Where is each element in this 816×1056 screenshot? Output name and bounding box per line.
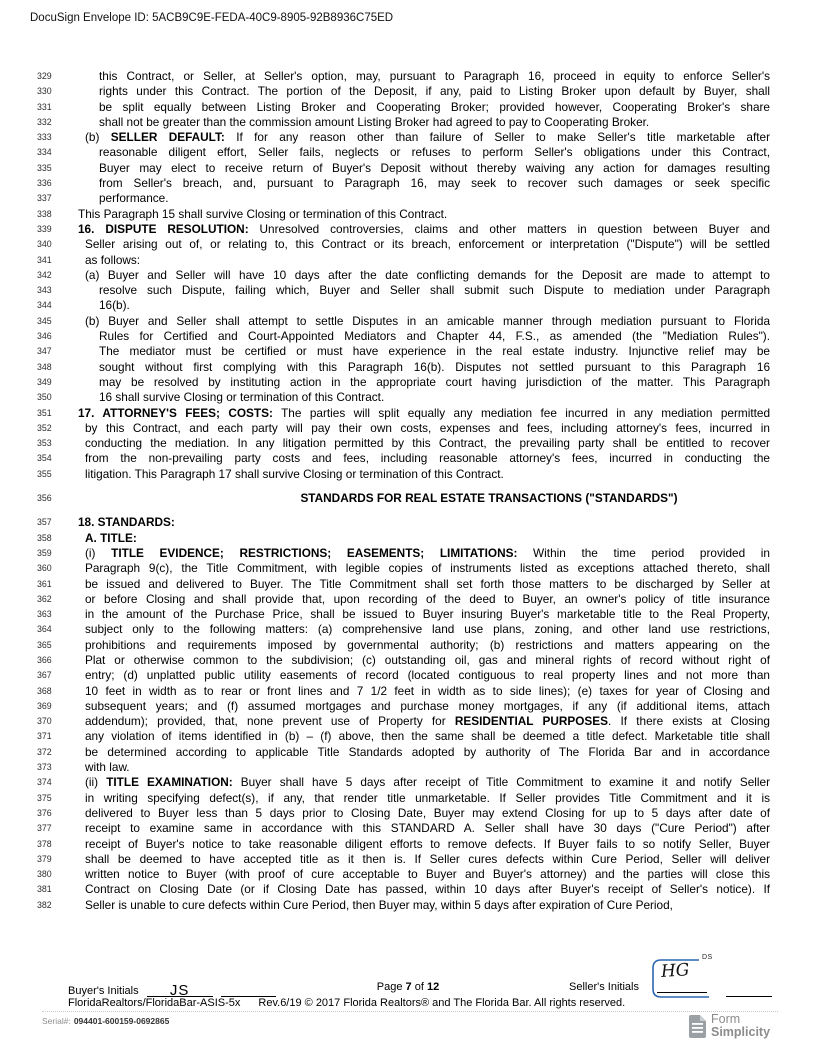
line-number: 375: [37, 792, 52, 803]
document-line: [35, 191, 770, 206]
document-line: [35, 406, 770, 421]
document-line: [35, 390, 770, 405]
line-number: 366: [37, 654, 52, 665]
document-line: [35, 821, 770, 836]
document-line: [35, 515, 770, 530]
line-number: 347: [37, 346, 52, 357]
line-text: Buyer may elect to receive return of Buyer's Deposit without thereby waiving any action for damages resulting: [99, 160, 770, 175]
document-line: [35, 207, 770, 222]
line-text: (b) Buyer and Seller shall attempt to settle Disputes in an amicable manner through mediation pursuant to Florida: [85, 313, 770, 328]
logo-text-form: Form: [711, 1012, 741, 1026]
document-line: [35, 467, 770, 482]
document-line: [35, 130, 770, 145]
document-line: [35, 638, 770, 653]
line-number: 367: [37, 670, 52, 681]
line-number: 374: [37, 777, 52, 788]
document-line: [35, 314, 770, 329]
line-text: Seller arising out of, or relating to, this Contract or its breach, enforcement or interpretation ("Dispute") will be settled: [85, 237, 770, 252]
line-number: 361: [37, 578, 52, 589]
line-number: 349: [37, 376, 52, 387]
form-code: FloridaRealtors/FloridaBar-ASIS-5x: [68, 997, 241, 1009]
line-number: 377: [37, 823, 52, 834]
line-number: 345: [37, 315, 52, 326]
line-number: 364: [37, 624, 52, 635]
line-text: addendum); provided, that, none prevent use of Property for RESIDENTIAL PURPOSES. If there exists at Closing: [85, 714, 770, 729]
line-text: from the non-prevailing party costs and fees, including reasonable attorney's fees, incurred in conducting the: [85, 451, 770, 466]
line-number: 350: [37, 392, 52, 403]
line-number: 333: [37, 132, 52, 143]
line-number: 341: [37, 254, 52, 265]
line-number: 340: [37, 239, 52, 250]
document-line: [35, 451, 770, 466]
line-text: Rules for Certified and Court-Appointed Mediators and Chapter 44, F.S., as amended (the "Mediation Rules").: [99, 329, 770, 344]
line-number: 378: [37, 838, 52, 849]
line-text: (ii) TITLE EXAMINATION: Buyer shall have 5 days after receipt of Title Commitment to examine it and notify Seller: [85, 775, 770, 790]
document-line: [35, 176, 770, 191]
line-number: 338: [37, 208, 52, 219]
document-line: [35, 622, 770, 637]
line-number: 337: [37, 193, 52, 204]
line-number: 343: [37, 285, 52, 296]
line-text: rights under this Contract. The portion of the Deposit, if any, paid to Listing Broker upon default by Buyer, shall: [99, 84, 770, 99]
line-number: 354: [37, 453, 52, 464]
serial-line: [42, 1016, 169, 1026]
line-text: STANDARDS FOR REAL ESTATE TRANSACTIONS ("STANDARDS"): [300, 491, 678, 506]
line-number: 356: [37, 493, 52, 504]
line-number: 339: [37, 223, 52, 234]
form-simplicity-logo: [688, 1013, 770, 1039]
sellers-initials-field-2[interactable]: [726, 981, 772, 997]
line-number: 372: [37, 746, 52, 757]
line-text: with law.: [85, 760, 130, 775]
sellers-initials-value: HG: [660, 960, 691, 982]
document-line: [35, 375, 770, 390]
document-line: [35, 684, 770, 699]
line-text: by this Contract, and each party will pay their own costs, expenses and fees, including attorney's fees, incurred in: [85, 420, 770, 435]
form-simplicity-logo-icon: [688, 1014, 707, 1039]
document-line: [35, 222, 770, 237]
document-line: [35, 882, 770, 897]
document-line: [35, 745, 770, 760]
line-number: 380: [37, 869, 52, 880]
line-text: entry; (d) unplatted public utility easements of record (located contiguous to real property lines and not more than: [85, 668, 770, 683]
line-number: 365: [37, 639, 52, 650]
line-number: 357: [37, 517, 52, 528]
copyright-text: Rev.6/19 © 2017 Florida Realtors® and The Florida Bar. All rights reserved.: [258, 997, 626, 1009]
document-line: [35, 760, 770, 775]
line-text: from Seller's breach, and, pursuant to Paragraph 16, may seek to recover such damages or seek specific: [99, 176, 770, 191]
buyers-initials-label: Buyer's Initials: [68, 985, 139, 997]
line-text: 17. ATTORNEY'S FEES; COSTS: The parties will split equally any mediation fee incurred in any mediation permitted: [78, 405, 770, 420]
buyers-initials-value: JS: [169, 982, 190, 999]
document-line: [35, 791, 770, 806]
line-text: Seller is unable to cure defects within Cure Period, then Buyer may, within 5 days after expiration of Cure Period,: [85, 897, 673, 912]
document-line: [35, 145, 770, 160]
line-text: A. TITLE:: [85, 530, 137, 545]
document-line: [35, 84, 770, 99]
document-line: [35, 852, 770, 867]
line-text: shall be deemed to have accepted title as it then is. If Seller cures defects within Cure Period, Seller will deliver: [85, 851, 770, 866]
document-line: [35, 436, 770, 451]
line-text: Contract on Closing Date (or if Closing Date has passed, within 10 days after Buyer's receipt of Seller's notice). If: [85, 882, 770, 897]
line-text: sought without first complying with this Paragraph 16(b). Disputes not settled pursuant to this Paragraph 16: [99, 359, 770, 374]
line-text: delivered to Buyer less than 5 days prior to Closing Date, Buyer may extend Closing for up to 5 days after date of: [85, 805, 770, 820]
document-line: [35, 668, 770, 683]
line-text: reasonable diligent effort, Seller fails, neglects or refuses to perform Seller's obligations under this Contract,: [99, 145, 770, 160]
document-line: [35, 100, 770, 115]
document-line: [35, 653, 770, 668]
line-text: or before Closing and shall provide that, upon recording of the deed to Buyer, an owner's policy of title insurance: [85, 591, 770, 606]
line-number: 382: [37, 899, 52, 910]
line-number: 381: [37, 884, 52, 895]
document-line: [35, 283, 770, 298]
line-text: Plat or otherwise common to the subdivision; (c) outstanding oil, gas and mineral rights of record without right of: [85, 652, 770, 667]
line-number: 334: [37, 147, 52, 158]
line-number: 346: [37, 331, 52, 342]
document-line: [35, 699, 770, 714]
line-number: 335: [37, 162, 52, 173]
document-line: [35, 775, 770, 790]
document-line: [35, 577, 770, 592]
line-number: 359: [37, 547, 52, 558]
line-text: any violation of items identified in (b) – (f) above, then the same shall be deemed a title defect. Marketable title shall: [85, 729, 770, 744]
document-line: [35, 837, 770, 852]
line-number: 342: [37, 269, 52, 280]
line-text: in writing specifying defect(s), if any, that render title unmarketable. If Seller provides Title Commitment and it is: [85, 790, 770, 805]
page-number: 7: [405, 981, 412, 993]
line-number: 360: [37, 563, 52, 574]
document-line: [35, 546, 770, 561]
logo-text-simplicity: Simplicity: [711, 1025, 771, 1039]
document-line: [35, 253, 770, 268]
line-number: 370: [37, 716, 52, 727]
document-line: [35, 421, 770, 436]
document-line: [35, 561, 770, 576]
line-text: 16(b).: [99, 298, 130, 313]
document-line: [35, 531, 770, 546]
document-line: [35, 161, 770, 176]
line-number: 330: [37, 86, 52, 97]
document-lines: [35, 69, 770, 913]
document-line: [35, 360, 770, 375]
line-number: 336: [37, 178, 52, 189]
document-line: [35, 867, 770, 882]
serial-label: Serial#:: [42, 1016, 71, 1026]
line-text: receipt to examine same in accordance with this STANDARD A. Seller shall have 30 days ("Cure Period") after: [85, 821, 770, 836]
line-text: this Contract, or Seller, at Seller's option, may, pursuant to Paragraph 16, proceed in equity to enforce Seller's: [99, 69, 770, 83]
line-text: 18. STANDARDS:: [78, 515, 175, 530]
line-text: be issued and delivered to Buyer. The Title Commitment shall set forth those matters to be discharged by Seller at: [85, 576, 770, 591]
line-number: 329: [37, 71, 52, 81]
document-line: [35, 268, 770, 283]
document-line: [35, 69, 770, 84]
line-number: 358: [37, 532, 52, 543]
line-text: shall not be greater than the commission amount Listing Broker had agreed to pay to Cooperating Broker.: [99, 114, 650, 129]
line-text: subsequent years; and (f) assumed mortgages and purchase money mortgages, if any (if additional items, attach: [85, 698, 770, 713]
line-number: 369: [37, 700, 52, 711]
page-of-label: of: [414, 981, 424, 993]
sellers-initials-underline: [657, 992, 707, 993]
line-number: 332: [37, 116, 52, 127]
document-line: [35, 898, 770, 913]
line-text: This Paragraph 15 shall survive Closing or termination of this Contract.: [78, 206, 448, 221]
line-number: 362: [37, 593, 52, 604]
line-number: 348: [37, 361, 52, 372]
line-number: 371: [37, 731, 52, 742]
document-line: [35, 607, 770, 622]
line-text: (a) Buyer and Seller will have 10 days after the date conflicting demands for the Deposit are made to attempt to: [85, 267, 770, 282]
document-line: [35, 729, 770, 744]
ds-tag: DS: [702, 954, 713, 961]
line-text: written notice to Buyer (with proof of cure acceptable to Buyer and Buyer's attorney) and the parties will close this: [85, 867, 770, 882]
line-text: (i) TITLE EVIDENCE; RESTRICTIONS; EASEMENTS; LIMITATIONS: Within the time period provided in: [85, 545, 770, 560]
line-number: 355: [37, 468, 52, 479]
line-number: 344: [37, 300, 52, 311]
line-text: be split equally between Listing Broker and Cooperating Broker; provided however, Cooperating Broker's share: [99, 99, 770, 114]
line-number: 353: [37, 438, 52, 449]
page-footer: [0, 954, 816, 1056]
line-text: be determined according to applicable Title Standards adopted by authority of The Florida Bar and in accordance: [85, 744, 770, 759]
line-text: 16 shall survive Closing or termination of this Contract.: [99, 390, 385, 405]
line-text: litigation. This Paragraph 17 shall survive Closing or termination of this Contract.: [85, 466, 504, 481]
document-line: [35, 237, 770, 252]
page-total: 12: [426, 981, 440, 993]
sellers-initials-label: Seller's Initials: [569, 981, 639, 993]
line-text: 10 feet in width as to rear or front lines and 7 1/2 feet in width as to side lines); (e) taxes for year of Closing and: [85, 683, 770, 698]
document-line: [35, 115, 770, 130]
line-text: 16. DISPUTE RESOLUTION: Unresolved controversies, claims and other matters in question between Buyer and: [78, 221, 770, 236]
line-text: The mediator must be certified or must have experience in the real estate industry. Injunctive relief may be: [99, 344, 770, 359]
line-text: conducting the mediation. In any litigation permitted by this Contract, the prevailing party shall be entitled to recover: [85, 436, 770, 451]
document-line: [35, 298, 770, 313]
footer-divider: [42, 1011, 778, 1012]
line-number: 368: [37, 685, 52, 696]
line-number: 331: [37, 101, 52, 112]
docusign-envelope-id: DocuSign Envelope ID: 5ACB9C9E-FEDA-40C9-8905-92B8936C75ED: [30, 12, 394, 24]
line-text: in the amount of the Purchase Price, shall be issued to Buyer insuring Buyer's marketable title to the Real Property,: [85, 607, 770, 622]
line-text: receipt of Buyer's notice to take reasonable diligent efforts to remove defects. If Buyer fails to so notify Seller, Buyer: [85, 836, 770, 851]
line-number: 376: [37, 807, 52, 818]
line-text: subject only to the following matters: (a) comprehensive land use plans, zoning, and other land use restrictions,: [85, 622, 770, 637]
document-line: [35, 806, 770, 821]
line-text: may be resolved by instituting action in the appropriate court having jurisdiction of the matter. This Paragraph: [99, 374, 770, 389]
line-number: 352: [37, 422, 52, 433]
form-reference-line: [68, 997, 625, 1009]
serial-value: 094401-600159-0692865: [73, 1016, 170, 1026]
document-line: [35, 714, 770, 729]
line-number: 379: [37, 853, 52, 864]
line-text: resolve such Dispute, failing which, Buyer and Seller shall submit such Dispute to mediation under Paragraph: [99, 283, 770, 298]
line-text: Paragraph 9(c), the Title Commitment, with legible copies of instruments listed as exceptions attached thereto, shall: [85, 561, 770, 576]
line-number: 363: [37, 609, 52, 620]
line-text: prohibitions and requirements imposed by governmental authority; (b) restrictions and matters appearing on the: [85, 637, 770, 652]
line-text: as follows:: [85, 252, 141, 267]
document-line: [35, 329, 770, 344]
line-number: 351: [37, 407, 52, 418]
page-label: Page: [376, 981, 403, 993]
line-number: 373: [37, 762, 52, 773]
docusign-initials-stamp[interactable]: [645, 953, 723, 1003]
line-text: (b) SELLER DEFAULT: If for any reason other than failure of Seller to make Seller's title marketable after: [85, 130, 771, 145]
line-text: performance.: [99, 191, 169, 206]
document-line: [35, 344, 770, 359]
document-line: [35, 592, 770, 607]
document-line: [35, 491, 770, 506]
